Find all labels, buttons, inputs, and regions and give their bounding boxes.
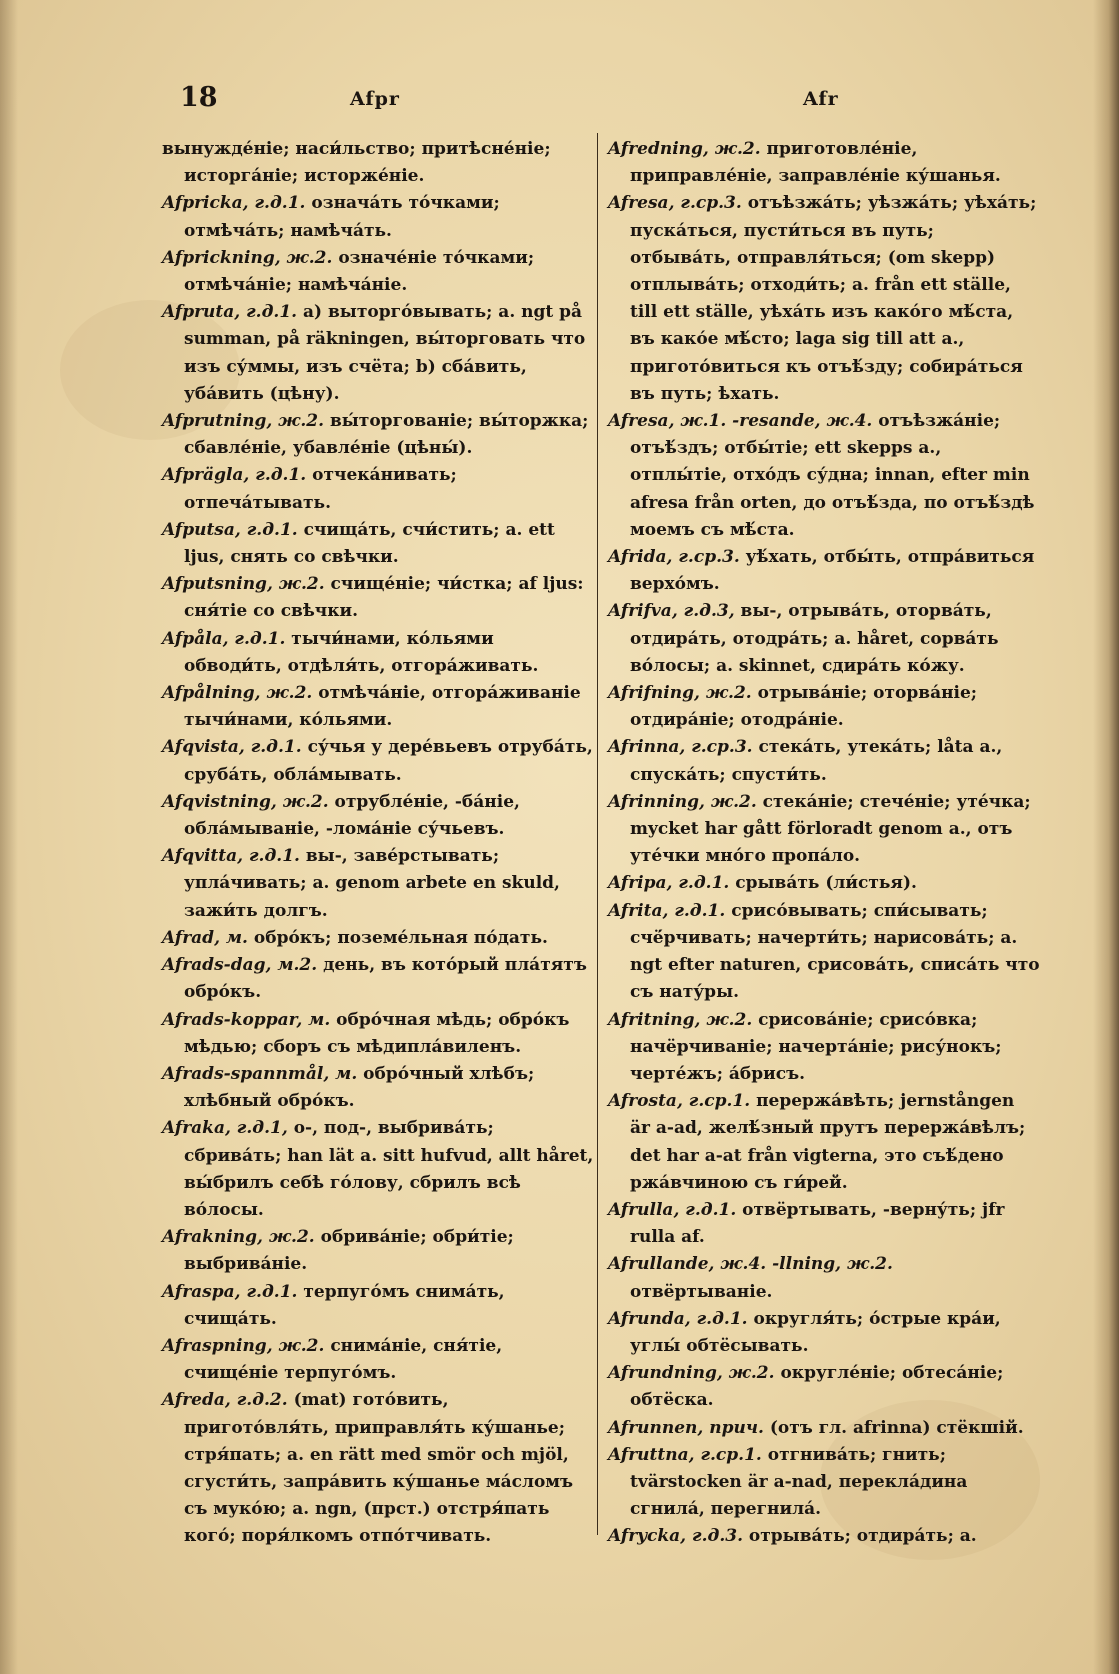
entry-headword: Afresa, г.ср.3.	[608, 193, 742, 214]
dictionary-entry	[608, 1007, 1040, 1089]
dictionary-entry	[162, 1007, 594, 1061]
entry-definition: срисова́ніе; срисо́вка; начёрчиваніе; начерта́ніе; рису́нокъ; черте́жъ; а́брисъ.	[630, 1009, 1002, 1084]
left-guide-word: Afpr	[350, 88, 400, 110]
dictionary-entry	[162, 408, 594, 462]
page-number: 18	[180, 82, 218, 113]
dictionary-entry	[608, 544, 1040, 598]
entry-headword: Afruttna, г.ср.1.	[608, 1444, 762, 1465]
dictionary-entry	[162, 925, 594, 952]
entry-headword: Afpruta, г.д.1.	[162, 302, 298, 323]
entry-definition: о-, под-, выбрива́ть; сбрива́ть; han lät a. sitt hufvud, allt håret, вы́брилъ себѣ го́лову, сбрилъ всѣ во́лосы.	[184, 1118, 594, 1220]
entry-headword: Afpricka, г.д.1.	[162, 193, 306, 214]
entry-definition: вы-, отрыва́ть, оторва́ть, отдира́ть, отодра́ть; a. håret, сорва́ть во́лосы; a. skinnet, сдира́ть ко́жу.	[630, 601, 999, 676]
column-divider	[597, 133, 598, 1535]
dictionary-entry	[608, 1306, 1040, 1360]
entry-headword: Afrifning, ж.2.	[608, 683, 752, 704]
entry-headword: Afresa, ж.1. -resande, ж.4.	[608, 411, 873, 432]
entry-headword: Afqvista, г.д.1.	[162, 737, 302, 758]
entry-headword: Afrinning, ж.2.	[608, 791, 757, 812]
entry-headword: Afpålning, ж.2.	[162, 683, 313, 704]
entry-headword: Afrita, г.д.1.	[608, 900, 726, 921]
dictionary-entry	[608, 190, 1040, 408]
dictionary-entry	[608, 1251, 1040, 1305]
entry-headword: Afrinna, г.ср.3.	[608, 737, 753, 758]
entry-headword: Afraspning, ж.2.	[162, 1335, 325, 1356]
entry-headword: Afrunda, г.д.1.	[608, 1308, 748, 1329]
dictionary-entry	[608, 1523, 1040, 1550]
entry-headword: Afrycka, г.д.3.	[608, 1526, 743, 1547]
entry-headword: Afrida, г.ср.3.	[608, 547, 740, 568]
dictionary-entry	[162, 1224, 594, 1278]
dictionary-entry	[608, 1197, 1040, 1251]
entry-definition: уѣ́хать, отбы́ть, отпра́виться верхо́мъ.	[630, 547, 1035, 595]
dictionary-entry	[608, 408, 1040, 544]
dictionary-entry	[162, 462, 594, 516]
entry-headword: Afqvistning, ж.2.	[162, 791, 329, 812]
entry-definition: отгнива́ть; гнить; tvärstocken är a-nad, перекла́дина сгнила́, перегнила́.	[630, 1444, 968, 1520]
dictionary-entry	[608, 1415, 1040, 1442]
entry-headword: Afprickning, ж.2.	[162, 247, 333, 268]
dictionary-entry	[162, 1333, 594, 1387]
entry-definition: отмѣча́ніе, отгора́живаніе тычи́нами, ко́льями.	[184, 683, 581, 731]
page-right-shadow	[1093, 0, 1119, 1674]
entry-definition: терпуго́мъ снима́ть, счища́ть.	[184, 1281, 505, 1329]
entry-headword: Afrifva, г.д.3,	[608, 601, 735, 622]
dictionary-entry	[608, 898, 1040, 1007]
entry-definition: (mat) гото́вить, пригото́вля́ть, приправля́ть ку́шанье; стря́пать; a. en rätt med smör och mjöl, сгусти́ть, запра́вить ку́шанье ма́сломъ съ муко́ю; a. ngn, (прст.) отстря́пать кого́; поря́лкомъ отпо́тчивать.	[184, 1390, 574, 1547]
entry-definition: округля́ть; о́стрые кра́и, углы́ обтёсывать.	[630, 1308, 1001, 1356]
entry-headword: Afputsa, г.д.1.	[162, 519, 298, 540]
dictionary-entry	[162, 517, 594, 571]
entry-headword: Afprägla, г.д.1.	[162, 465, 307, 486]
dictionary-entry	[608, 136, 1040, 190]
entry-definition: отвёртываніе.	[630, 1281, 773, 1302]
entry-headword: Afrakning, ж.2.	[162, 1227, 315, 1248]
entry-definition: отрубле́ніе, -ба́ніе, обла́мываніе, -лома́ніе су́чьевъ.	[184, 791, 520, 840]
entry-definition: стека́ніе; стече́ніе; уте́чка; mycket har gått förloradt genom a., отъ уте́чки мно́го пропа́ло.	[630, 791, 1031, 867]
entry-definition: обро́къ; поземе́льная по́дать.	[247, 927, 548, 948]
entry-definition: обро́чный хлѣбъ; хлѣбный обро́къ.	[184, 1063, 535, 1112]
dictionary-entry	[162, 952, 594, 1006]
dictionary-entry	[162, 136, 594, 190]
left-column	[162, 136, 594, 1551]
dictionary-entry	[162, 1279, 594, 1333]
entry-headword: Afripa, г.д.1.	[608, 873, 730, 894]
entry-definition: означа́ть то́чками; отмѣча́ть; намѣча́ть.	[184, 193, 500, 241]
entry-headword: Afreda, г.д.2.	[162, 1390, 288, 1411]
entry-definition: отчека́нивать; отпеча́тывать.	[184, 465, 457, 513]
entry-definition: отъѣзжа́ніе; отъѣ́здъ; отбы́тіе; ett skepps a., отплы́тіе, отхо́дъ су́дна; innan, efter min afresa från orten, до отъѣ́зда, по отъѣ́здѣ моемъ съ мѣ́ста.	[630, 411, 1035, 540]
entry-definition: (отъ гл. afrinna) стёкшій.	[763, 1417, 1024, 1438]
dictionary-entry	[162, 299, 594, 408]
dictionary-entry	[162, 680, 594, 734]
entry-definition: отвёртывать, -верну́ть; jfr rulla af.	[630, 1199, 1005, 1248]
dictionary-entry	[162, 843, 594, 925]
entry-definition: день, въ кото́рый пла́тятъ обро́къ.	[184, 955, 587, 1003]
entry-headword: Afredning, ж.2.	[608, 139, 761, 159]
dictionary-entry	[608, 734, 1040, 788]
entry-headword: Afrullande, ж.4. -llning, ж.2.	[608, 1254, 893, 1275]
entry-definition: означе́ніе то́чками; отмѣча́ніе; намѣча́ніе.	[184, 247, 535, 296]
right-guide-word: Afr	[803, 88, 839, 110]
entry-definition: счище́ніе; чи́стка; af ljus: сня́тіе со свѣчки.	[184, 574, 584, 622]
entry-headword: Afrads-koppar, м.	[162, 1009, 331, 1030]
entry-definition: перержа́вѣть; jernstången är a-ad, желѣ́зный прутъ перержа́вѣлъ; det har a-at från vigterna, это съѣ́дено ржа́вчиною съ ги́рей.	[630, 1091, 1026, 1193]
dictionary-entry	[608, 598, 1040, 680]
entry-definition: отрыва́ть; отдира́ть; a.	[743, 1526, 977, 1547]
entry-definition: отъѣзжа́ть; уѣзжа́ть; уѣха́ть; пуска́ться, пусти́ться въ путь; отбыва́ть, отправля́ться; (om skepp) отплыва́ть; отходи́ть; a. från ett ställe, till ett ställe, уѣха́ть изъ како́го мѣ́ста, въ како́е мѣ́сто; laga sig till att a., пригото́виться къ отъѣ́зду; собира́ться въ путь; ѣхать.	[630, 193, 1037, 404]
entry-headword: Afraka, г.д.1,	[162, 1118, 288, 1139]
entry-definition: вынужде́ніе; наси́льство; притѣсне́ніе; исторга́ніе; исторже́ніе.	[162, 139, 551, 187]
dictionary-entry	[608, 680, 1040, 734]
dictionary-entry	[608, 789, 1040, 871]
entry-definition: a) выторго́вывать; a. ngt på summan, på räkningen, вы́торговать что изъ су́ммы, изъ счёта; b) сба́вить, уба́вить (цѣну).	[184, 302, 586, 404]
entry-definition: счища́ть, счи́стить; a. ett ljus, снять со свѣчки.	[184, 519, 555, 568]
entry-definition: обрива́ніе; обри́тіе; выбрива́ніе.	[184, 1227, 514, 1275]
page-header	[180, 82, 1048, 116]
dictionary-entry	[162, 734, 594, 788]
dictionary-entry	[162, 626, 594, 680]
entry-headword: Afrad, м.	[162, 927, 248, 948]
right-column	[608, 136, 1040, 1551]
entry-headword: Afrundning, ж.2.	[608, 1363, 775, 1384]
dictionary-entry	[162, 571, 594, 625]
dictionary-entry	[162, 245, 594, 299]
dictionary-entry	[162, 1115, 594, 1224]
entry-definition: вы-, заве́рстывать; упла́чивать; a. genom arbete en skuld, зажи́ть долгъ.	[184, 846, 560, 921]
dictionary-entry	[608, 870, 1040, 897]
entry-headword: Afputsning, ж.2.	[162, 574, 325, 595]
entry-definition: обро́чная мѣдь; обро́къ мѣдью; сборъ съ мѣдипла́виленъ.	[184, 1009, 570, 1057]
entry-headword: Afrulla, г.д.1.	[608, 1199, 737, 1220]
entry-headword: Afritning, ж.2.	[608, 1009, 753, 1030]
entry-definition: срисо́вывать; спи́сывать; счё́рчивать; начерти́ть; нарисова́ть; a. ngt efter naturen, срисова́ть, списа́ть что съ нату́ры.	[630, 900, 1040, 1003]
dictionary-entry	[162, 789, 594, 843]
entry-definition: отрыва́ніе; оторва́ніе; отдира́ніе; отодра́ніе.	[630, 683, 978, 731]
dictionary-entry	[608, 1360, 1040, 1414]
dictionary-entry	[162, 1387, 594, 1550]
entry-definition: тычи́нами, ко́льями обводи́ть, отдѣля́ть, отгора́живать.	[184, 628, 539, 676]
entry-headword: Afrunnen, прич.	[608, 1417, 764, 1438]
entry-definition: округле́ніе; обтеса́ніе; обтёска.	[630, 1363, 1004, 1411]
entry-headword: Afrads-dag, м.2.	[162, 955, 318, 976]
dictionary-entry	[162, 1061, 594, 1115]
entry-definition: су́чья у дере́вьевъ отруба́ть, сруба́ть, обла́мывать.	[184, 737, 593, 785]
dictionary-entry	[162, 190, 594, 244]
entry-definition: вы́торгованіе; вы́торжка; сбавле́ніе, убавле́ніе (цѣны́).	[184, 411, 589, 459]
entry-definition: срыва́ть (ли́стья).	[729, 873, 917, 894]
dictionary-entry	[608, 1442, 1040, 1524]
entry-definition: стека́ть, утека́ть; låta a., спуска́ть; спусти́ть.	[630, 737, 1003, 785]
entry-headword: Afrads-spannmål, м.	[162, 1063, 358, 1084]
entry-definition: снима́ніе, сня́тіе, счище́ніе терпуго́мъ.	[184, 1335, 503, 1384]
entry-headword: Afprutning, ж.2.	[162, 411, 325, 432]
entry-headword: Afpåla, г.д.1.	[162, 628, 286, 649]
page-left-shadow	[0, 0, 18, 1674]
entry-headword: Afqvitta, г.д.1.	[162, 846, 300, 867]
dictionary-entry	[608, 1088, 1040, 1197]
entry-headword: Afrosta, г.ср.1.	[608, 1091, 751, 1112]
entry-headword: Afraspa, г.д.1.	[162, 1281, 298, 1302]
entry-definition: приготовле́ніе, приправле́ніе, заправле́ніе ку́шанья.	[630, 139, 1001, 187]
